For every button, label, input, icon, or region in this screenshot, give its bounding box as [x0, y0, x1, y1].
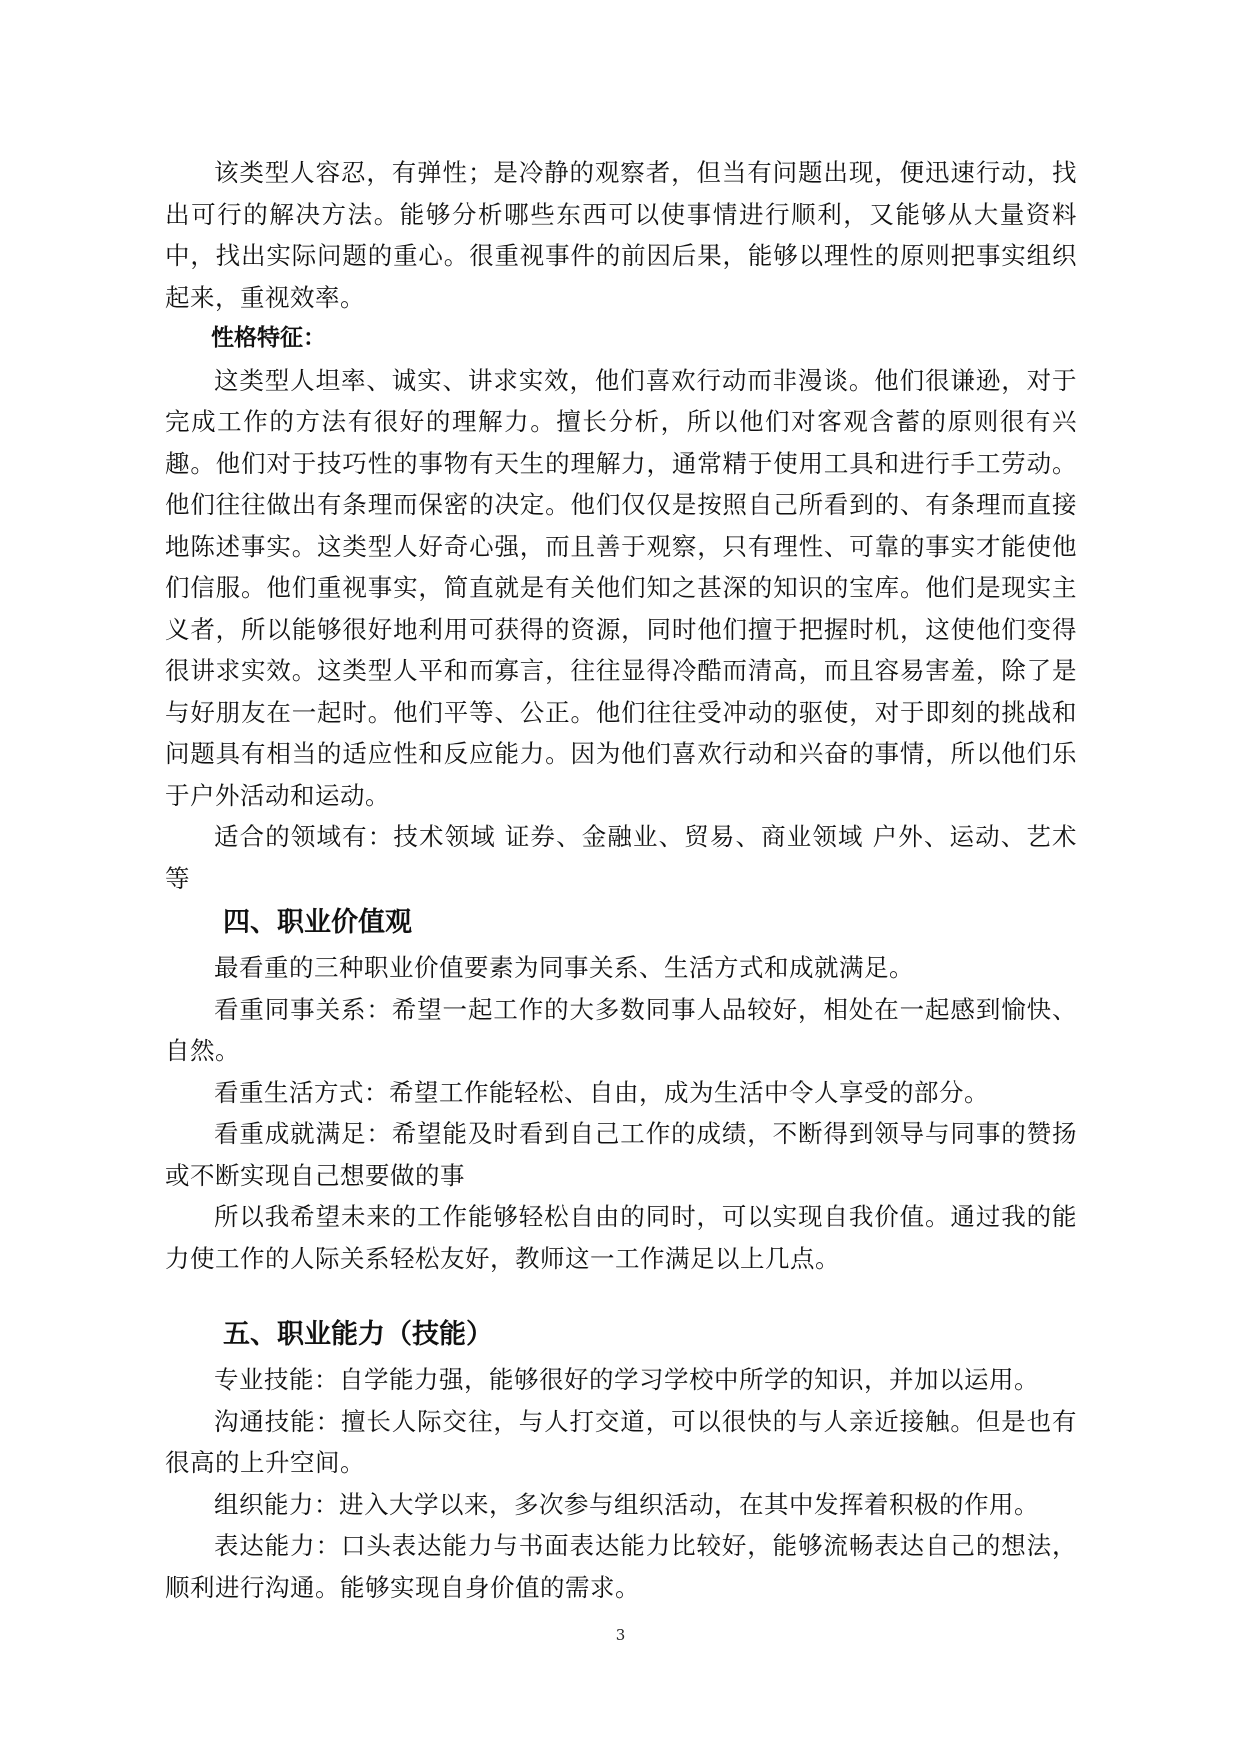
paragraph-values-lifestyle: 看重生活方式：希望工作能轻松、自由，成为生活中令人享受的部分。	[214, 1077, 989, 1107]
paragraph-skill-expression: 表达能力：口头表达能力与书面表达能力比较好，能够流畅表达自己的想法，顺利进行沟通。能够实现自身价值的需求。	[165, 1531, 1077, 1602]
section-heading-career-values: 四、职业价值观	[223, 907, 412, 938]
paragraph-values-summary: 最看重的三种职业价值要素为同事关系、生活方式和成就满足。	[214, 953, 914, 982]
paragraph-skill-communication: 沟通技能：擅长人际交往，与人打交道，可以很快的与人亲近接触。但是也有很高的上升空间。	[165, 1406, 1077, 1477]
paragraph-values-achievement: 看重成就满足：希望能及时看到自己工作的成绩，不断得到领导与同事的赞扬或不断实现自己想要做的事	[165, 1119, 1077, 1190]
page-number: 3	[615, 1626, 626, 1644]
page-content	[165, 152, 1077, 1608]
paragraph-skill-professional: 专业技能：自学能力强，能够很好的学习学校中所学的知识，并加以运用。	[214, 1365, 1039, 1394]
paragraph-type-description: 该类型人容忍，有弹性；是冷静的观察者，但当有问题出现，便迅速行动，找出可行的解决方法。能够分析哪些东西可以使事情进行顺利，又能够从大量资料中，找出实际问题的重心。很重视事件的前因后果，能够以理性的原则把事实组织起来，重视效率。	[165, 158, 1077, 312]
section-spacer	[165, 1279, 1077, 1311]
subheading-personality: 性格特征：	[211, 325, 326, 351]
section-heading-career-skills: 五、职业能力（技能）	[223, 1319, 493, 1350]
paragraph-values-colleagues: 看重同事关系：希望一起工作的大多数同事人品较好，相处在一起感到愉快、自然。	[165, 994, 1077, 1065]
paragraph-values-conclusion: 所以我希望未来的工作能够轻松自由的同时，可以实现自我价值。通过我的能力使工作的人际关系轻松友好，教师这一工作满足以上几点。	[165, 1202, 1077, 1273]
paragraph-skill-organization: 组织能力：进入大学以来，多次参与组织活动，在其中发挥着积极的作用。	[214, 1489, 1039, 1519]
paragraph-personality-traits: 这类型人坦率、诚实、讲求实效，他们喜欢行动而非漫谈。他们很谦逊，对于完成工作的方法有很好的理解力。擅长分析，所以他们对客观含蓄的原则很有兴趣。他们对于技巧性的事物有天生的理解力，通常精于使用工具和进行手工劳动。他们往往做出有条理而保密的决定。他们仅仅是按照自己所看到的、有条理而直接地陈述事实。这类型人好奇心强，而且善于观察，只有理性、可靠的事实才能使他们信服。他们重视事实，简直就是有关他们知之甚深的知识的宝库。他们是现实主义者，所以能够很好地利用可获得的资源，同时他们擅于把握时机，这使他们变得很讲求实效。这类型人平和而寡言，往往显得冷酷而清高，而且容易害羞，除了是与好朋友在一起时。他们平等、公正。他们往往受冲动的驱使，对于即刻的挑战和问题具有相当的适应性和反应能力。因为他们喜欢行动和兴奋的事情，所以他们乐于户外活动和运动。	[165, 365, 1077, 810]
paragraph-suitable-fields: 适合的领域有：技术领域 证券、金融业、贸易、商业领域 户外、运动、艺术等	[165, 822, 1077, 893]
